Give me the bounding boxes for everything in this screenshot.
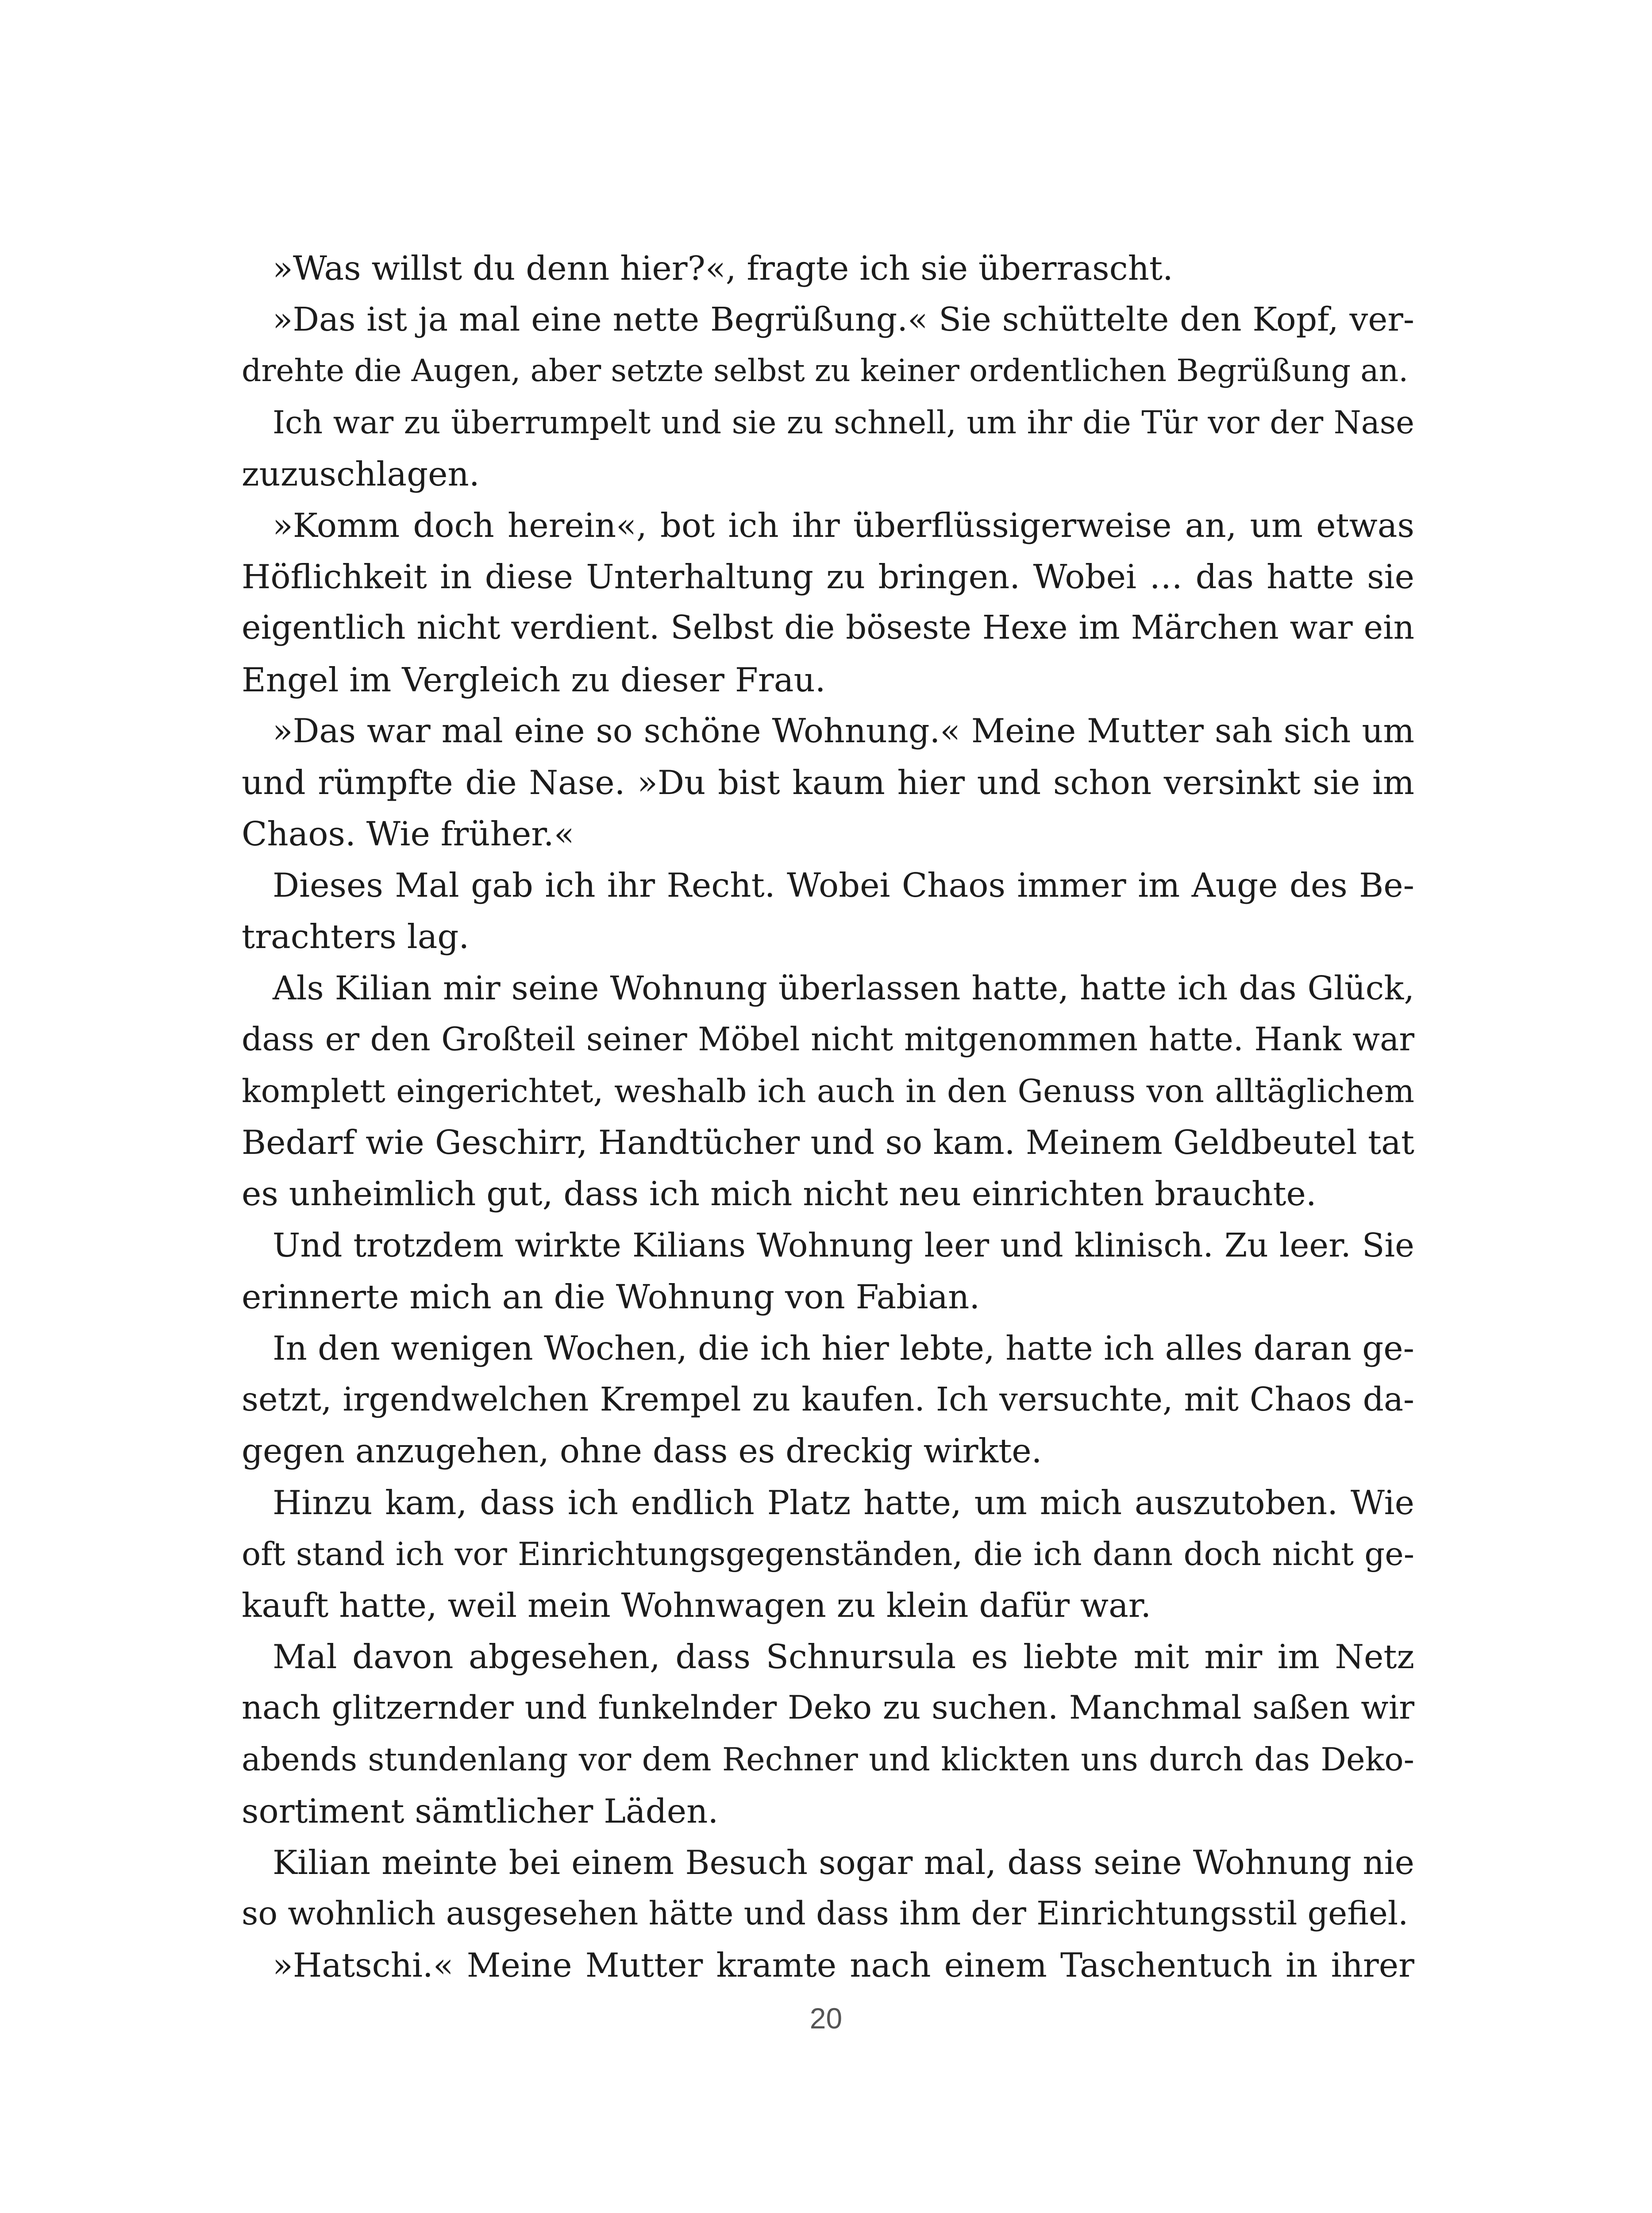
- text-line: Chaos. Wie früher.«: [242, 814, 574, 854]
- text-line: oft stand ich vor Einrichtungsgegenständen, die ich dann doch nicht ge-: [242, 1535, 1414, 1573]
- text-line: Bedarf wie Geschirr, Handtücher und so kam. Meinem Geldbeutel tat: [242, 1123, 1414, 1162]
- text-line: dass er den Großteil seiner Möbel nicht mitgenommen hatte. Hank war: [242, 1021, 1414, 1058]
- text-line: und rümpfte die Nase. »Du bist kaum hier und schon versinkt sie im: [242, 763, 1414, 802]
- text-line: »Hatschi.« Meine Mutter kramte nach einem Taschentuch in ihrer: [273, 1946, 1414, 1985]
- text-line: setzt, irgendwelchen Krempel zu kaufen. Ich versuchte, mit Chaos da-: [242, 1380, 1414, 1419]
- text-line: drehte die Augen, aber setzte selbst zu keiner ordentlichen Begrüßung an.: [242, 353, 1409, 389]
- text-line: gegen anzugehen, ohne dass es dreckig wirkte.: [242, 1431, 1042, 1471]
- text-line: komplett eingerichtet, weshalb ich auch in den Genuss von alltäglichem: [242, 1072, 1414, 1110]
- text-line: trachters lag.: [242, 917, 470, 956]
- text-line: kauft hatte, weil mein Wohnwagen zu klein dafür war.: [242, 1585, 1151, 1625]
- text-line: Engel im Vergleich zu dieser Frau.: [242, 660, 826, 699]
- text-line: Höflichkeit in diese Unterhaltung zu bringen. Wobei … das hatte sie: [242, 557, 1414, 597]
- text-line: Ich war zu überrumpelt und sie zu schnell, um ihr die Tür vor der Nase: [273, 404, 1414, 441]
- text-line: sortiment sämtlicher Läden.: [242, 1791, 719, 1831]
- text-line: zuzuschlagen.: [242, 454, 480, 493]
- text-line: Und trotzdem wirkte Kilians Wohnung leer und klinisch. Zu leer. Sie: [273, 1226, 1414, 1265]
- text-line: Kilian meinte bei einem Besuch sogar mal, dass seine Wohnung nie: [273, 1843, 1414, 1882]
- text-line: Mal davon abgesehen, dass Schnursula es liebte mit mir im Netz: [273, 1637, 1414, 1677]
- text-line: erinnerte mich an die Wohnung von Fabian.: [242, 1277, 980, 1316]
- text-line: es unheimlich gut, dass ich mich nicht neu einrichten brauchte.: [242, 1174, 1317, 1214]
- text-line: Hinzu kam, dass ich endlich Platz hatte, um mich auszutoben. Wie: [273, 1483, 1414, 1522]
- text-line: abends stundenlang vor dem Rechner und klickten uns durch das Deko-: [242, 1741, 1414, 1778]
- page-number: 20: [809, 2002, 843, 2035]
- text-line: »Was willst du denn hier?«, fragte ich sie überrascht.: [273, 249, 1173, 288]
- text-line: In den wenigen Wochen, die ich hier lebte, hatte ich alles daran ge-: [273, 1328, 1414, 1368]
- text-line: Dieses Mal gab ich ihr Recht. Wobei Chaos immer im Auge des Be-: [273, 866, 1414, 905]
- text-line: so wohnlich ausgesehen hätte und dass ihm der Einrichtungsstil gefiel.: [242, 1895, 1409, 1932]
- text-line: »Das war mal eine so schöne Wohnung.« Meine Mutter sah sich um: [273, 711, 1414, 750]
- text-line: »Das ist ja mal eine nette Begrüßung.« Sie schüttelte den Kopf, ver-: [273, 300, 1414, 339]
- body-text: [242, 243, 1414, 1991]
- text-line: »Komm doch herein«, bot ich ihr überflüssigerweise an, um etwas: [273, 505, 1414, 545]
- text-line: Als Kilian mir seine Wohnung überlassen hatte, hatte ich das Glück,: [273, 968, 1414, 1007]
- text-line: nach glitzernder und funkelnder Deko zu suchen. Manchmal saßen wir: [242, 1689, 1414, 1727]
- text-line: eigentlich nicht verdient. Selbst die böseste Hexe im Märchen war ein: [242, 609, 1414, 647]
